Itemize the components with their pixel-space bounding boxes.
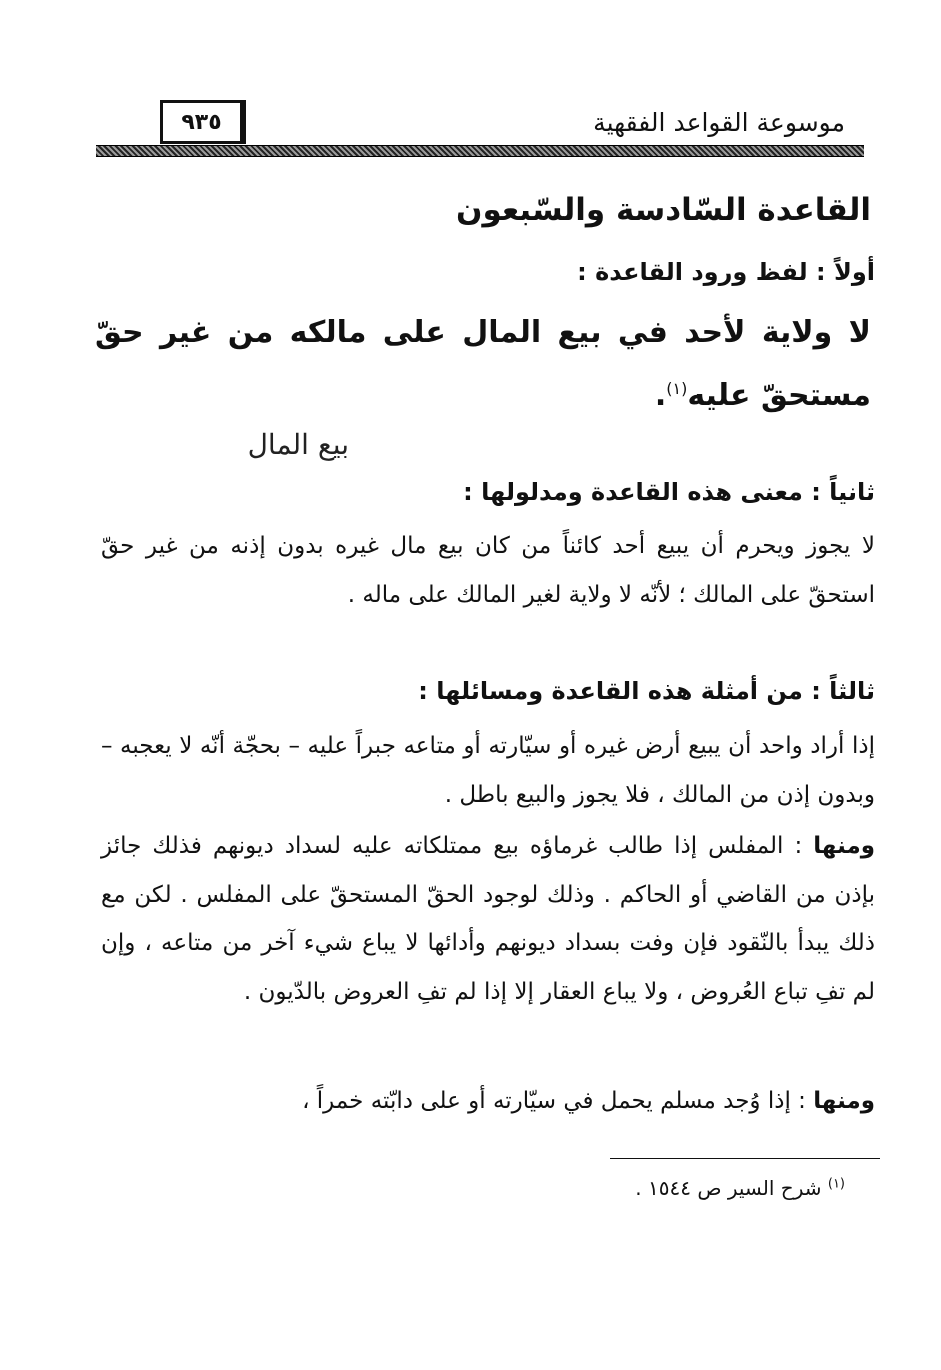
section3-heading: ثالثاً : من أمثلة هذه القاعدة ومسائلها : <box>418 677 875 705</box>
rule-statement-text: لا ولاية لأحد في بيع المال على مالكه من غير حقّ مستحقّ عليه <box>95 315 871 413</box>
page-number: ٩٣٥ <box>160 100 246 144</box>
footnote <box>635 1176 845 1200</box>
footnote-text: شرح السير ص ١٥٤٤ . <box>635 1176 822 1200</box>
example-2-lead: ومنها <box>813 833 875 859</box>
header-rule <box>96 145 864 157</box>
example-3-text: : إذا وُجد مسلم يحمل في سيّارته أو على دابّته خمراً ، <box>302 1088 814 1114</box>
example-paragraph-1: إذا أراد واحد أن يبيع أرض غيره أو سيّارته أو متاعه جبراً عليه – بحجّة أنّه لا يعجبه – وبدون إذن من المالك ، فلا يجوز والبيع باطل . <box>101 733 875 808</box>
rule-statement <box>95 305 871 424</box>
rule-statement-end: . <box>654 378 667 413</box>
rule-footnote-ref: (١) <box>666 379 688 398</box>
example-paragraph-3 <box>101 1077 875 1126</box>
handwritten-note: بيع المال <box>247 428 349 461</box>
example-3-lead: ومنها <box>813 1088 875 1114</box>
rule-heading: القاعدة السّادسة والسّبعون <box>456 192 871 228</box>
footnote-marker: (١) <box>827 1176 845 1192</box>
section1-heading: أولاً : لفظ ورود القاعدة : <box>577 258 875 286</box>
section2-heading: ثانياً : معنى هذه القاعدة ومدلولها : <box>463 478 875 506</box>
example-paragraph-2 <box>101 822 875 1016</box>
example-2-text: : المفلس إذا طالب غرماؤه بيع ممتلكاته عليه لسداد ديونهم فذلك جائز بإذن من القاضي أو الحاكم . وذلك لوجود الحقّ المستحقّ على المفلس . لكن مع ذلك يبدأ بالنّقود فإن وفت بسداد ديونهم وأدائها لا يباع شيء آخر من متاعه ، وإن لم تفِ تباع العُروض ، ولا يباع العقار إلا إذا لم تفِ العروض بالدّيون . <box>101 833 875 1005</box>
footnote-separator <box>610 1158 880 1159</box>
section2-paragraph: لا يجوز ويحرم أن يبيع أحد كائناً من كان بيع مال غيره بدون إذنه من غير حقّ استحقّ على المالك ؛ لأنّه لا ولاية لغير المالك على ماله . <box>101 533 875 608</box>
book-title: موسوعة القواعد الفقهية <box>593 108 845 137</box>
